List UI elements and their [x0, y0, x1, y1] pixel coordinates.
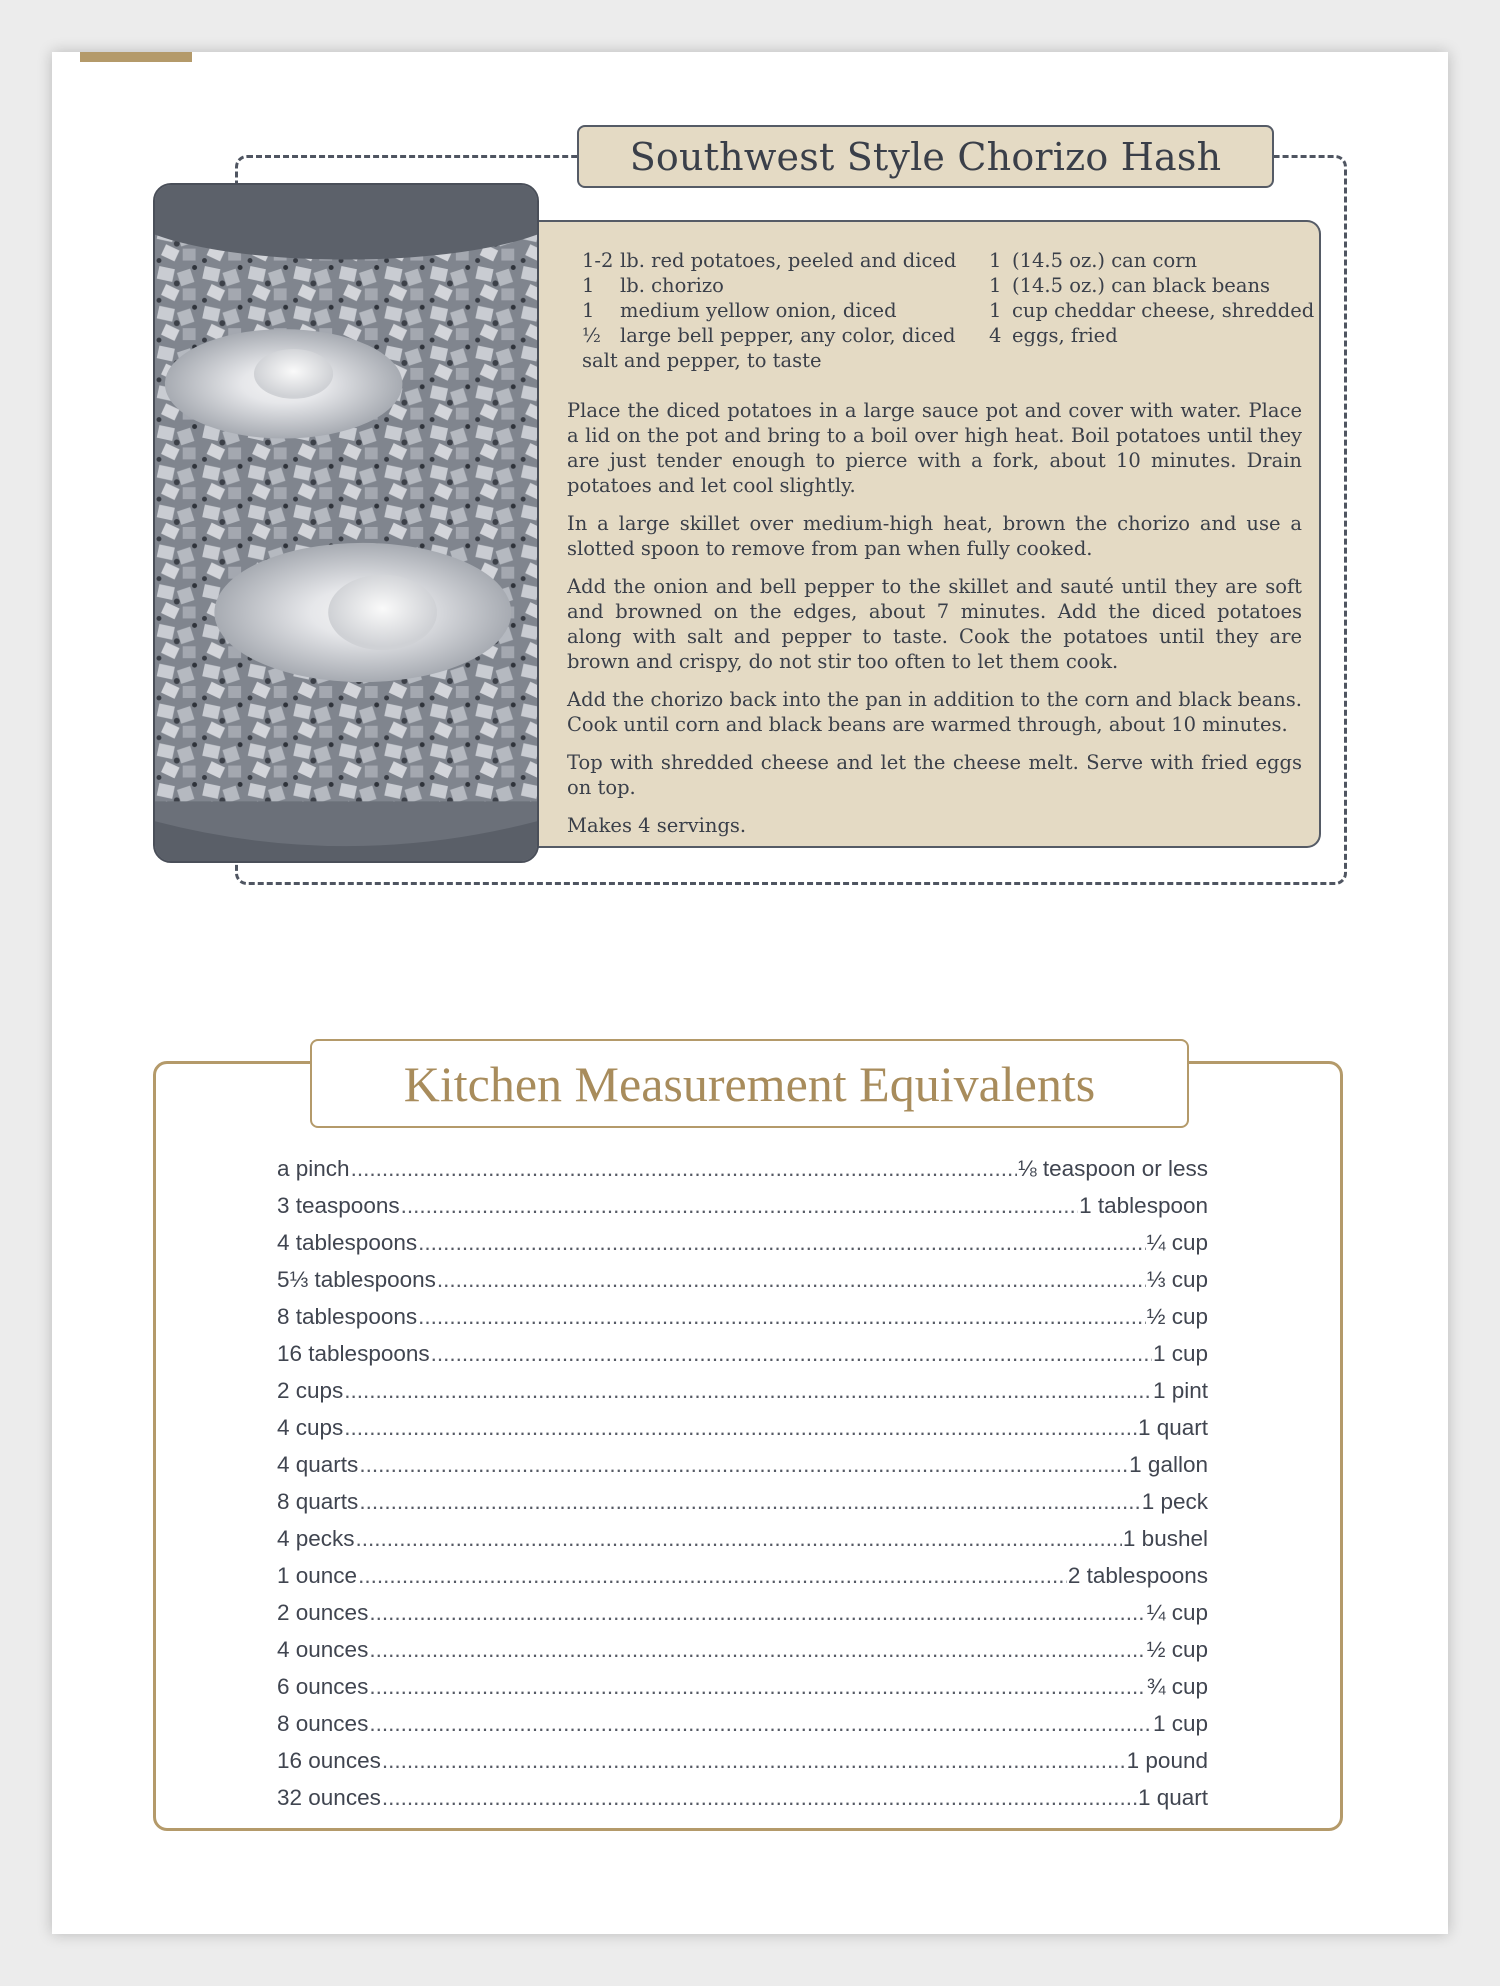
- measurement-row: 8 tablespoons ..... ½ cup: [277, 1298, 1208, 1335]
- recipe-title-box: [577, 125, 1274, 188]
- measurement-row: 4 tablespoons ..... ¼ cup: [277, 1224, 1208, 1261]
- measurement-row: 3 teaspoons ..... 1 tablespoon: [277, 1187, 1208, 1224]
- ingredient-item: 1-2 lb. red potatoes, peeled and diced: [582, 249, 957, 272]
- ingredient-item: salt and pepper, to taste: [582, 349, 822, 372]
- measurement-row: 4 ounces ..... ½ cup: [277, 1631, 1208, 1668]
- accent-bar: [80, 52, 192, 62]
- direction-step: Top with shredded cheese and let the cheese melt. Serve with fried eggs on top.: [567, 751, 1302, 799]
- ingredient-item: 1 cup cheddar cheese, shredded: [989, 299, 1315, 322]
- directions: [567, 398, 1302, 851]
- measurement-row: 2 ounces ..... ¼ cup: [277, 1594, 1208, 1631]
- measurement-row: 16 ounces ..... 1 pound: [277, 1742, 1208, 1779]
- ingredient-item: 1 (14.5 oz.) can black beans: [989, 274, 1271, 297]
- direction-step: Place the diced potatoes in a large sauce pot and cover with water. Place a lid on the pot and bring to a boil over high heat. Boil potatoes until they are just tender enough to pierce with a fork, about 10 minutes. Drain potatoes and let cool slightly.: [567, 399, 1302, 497]
- ingredient-item: 1 lb. chorizo: [582, 274, 724, 297]
- measurement-row: 5⅓ tablespoons ..... ⅓ cup: [277, 1261, 1208, 1298]
- chorizo-hash-photo: [155, 185, 537, 861]
- measurement-row: 4 pecks ..... 1 bushel: [277, 1520, 1208, 1557]
- ingredient-item: 1 (14.5 oz.) can corn: [989, 249, 1198, 272]
- servings-note: Makes 4 servings.: [567, 814, 747, 837]
- ingredients-right-column: [989, 248, 1329, 348]
- measurement-row: 32 ounces ..... 1 quart: [277, 1779, 1208, 1816]
- ingredient-item: 4 eggs, fried: [989, 324, 1118, 347]
- ingredient-item: ½ large bell pepper, any color, diced: [582, 324, 956, 347]
- measurement-row: 4 quarts ..... 1 gallon: [277, 1446, 1208, 1483]
- direction-step: In a large skillet over medium-high heat, brown the chorizo and use a slotted spoon to remove from pan when fully cooked.: [567, 512, 1302, 560]
- recipe-title: Southwest Style Chorizo Hash: [629, 134, 1222, 179]
- recipe-photo: [153, 183, 539, 863]
- measurement-row: 8 quarts ..... 1 peck: [277, 1483, 1208, 1520]
- measurement-row: 2 cups ..... 1 pint: [277, 1372, 1208, 1409]
- measurement-row: a pinch ..... ⅛ teaspoon or less: [277, 1150, 1208, 1187]
- direction-step: Add the chorizo back into the pan in addition to the corn and black beans. Cook until corn and black beans are warmed through, about 10 minutes.: [567, 688, 1302, 736]
- ingredients-left-column: [582, 248, 957, 373]
- measurements-title-box: [310, 1039, 1189, 1128]
- ingredient-item: 1 medium yellow onion, diced: [582, 299, 897, 322]
- measurement-row: 1 ounce ..... 2 tablespoons: [277, 1557, 1208, 1594]
- direction-step: Add the onion and bell pepper to the skillet and sauté until they are soft and browned on the edges, about 7 minutes. Add the diced potatoes along with salt and pepper to taste. Cook the potatoes until they are brown and crispy, do not stir too often to let them cook.: [567, 575, 1302, 673]
- measurement-row: 8 ounces ..... 1 cup: [277, 1705, 1208, 1742]
- measurement-row: 4 cups ..... 1 quart: [277, 1409, 1208, 1446]
- measurement-row: 16 tablespoons ..... 1 cup: [277, 1335, 1208, 1372]
- page: [52, 52, 1448, 1934]
- measurements-title: Kitchen Measurement Equivalents: [403, 1055, 1096, 1112]
- measurements-list: [277, 1150, 1208, 1816]
- measurement-row: 6 ounces ..... ¾ cup: [277, 1668, 1208, 1705]
